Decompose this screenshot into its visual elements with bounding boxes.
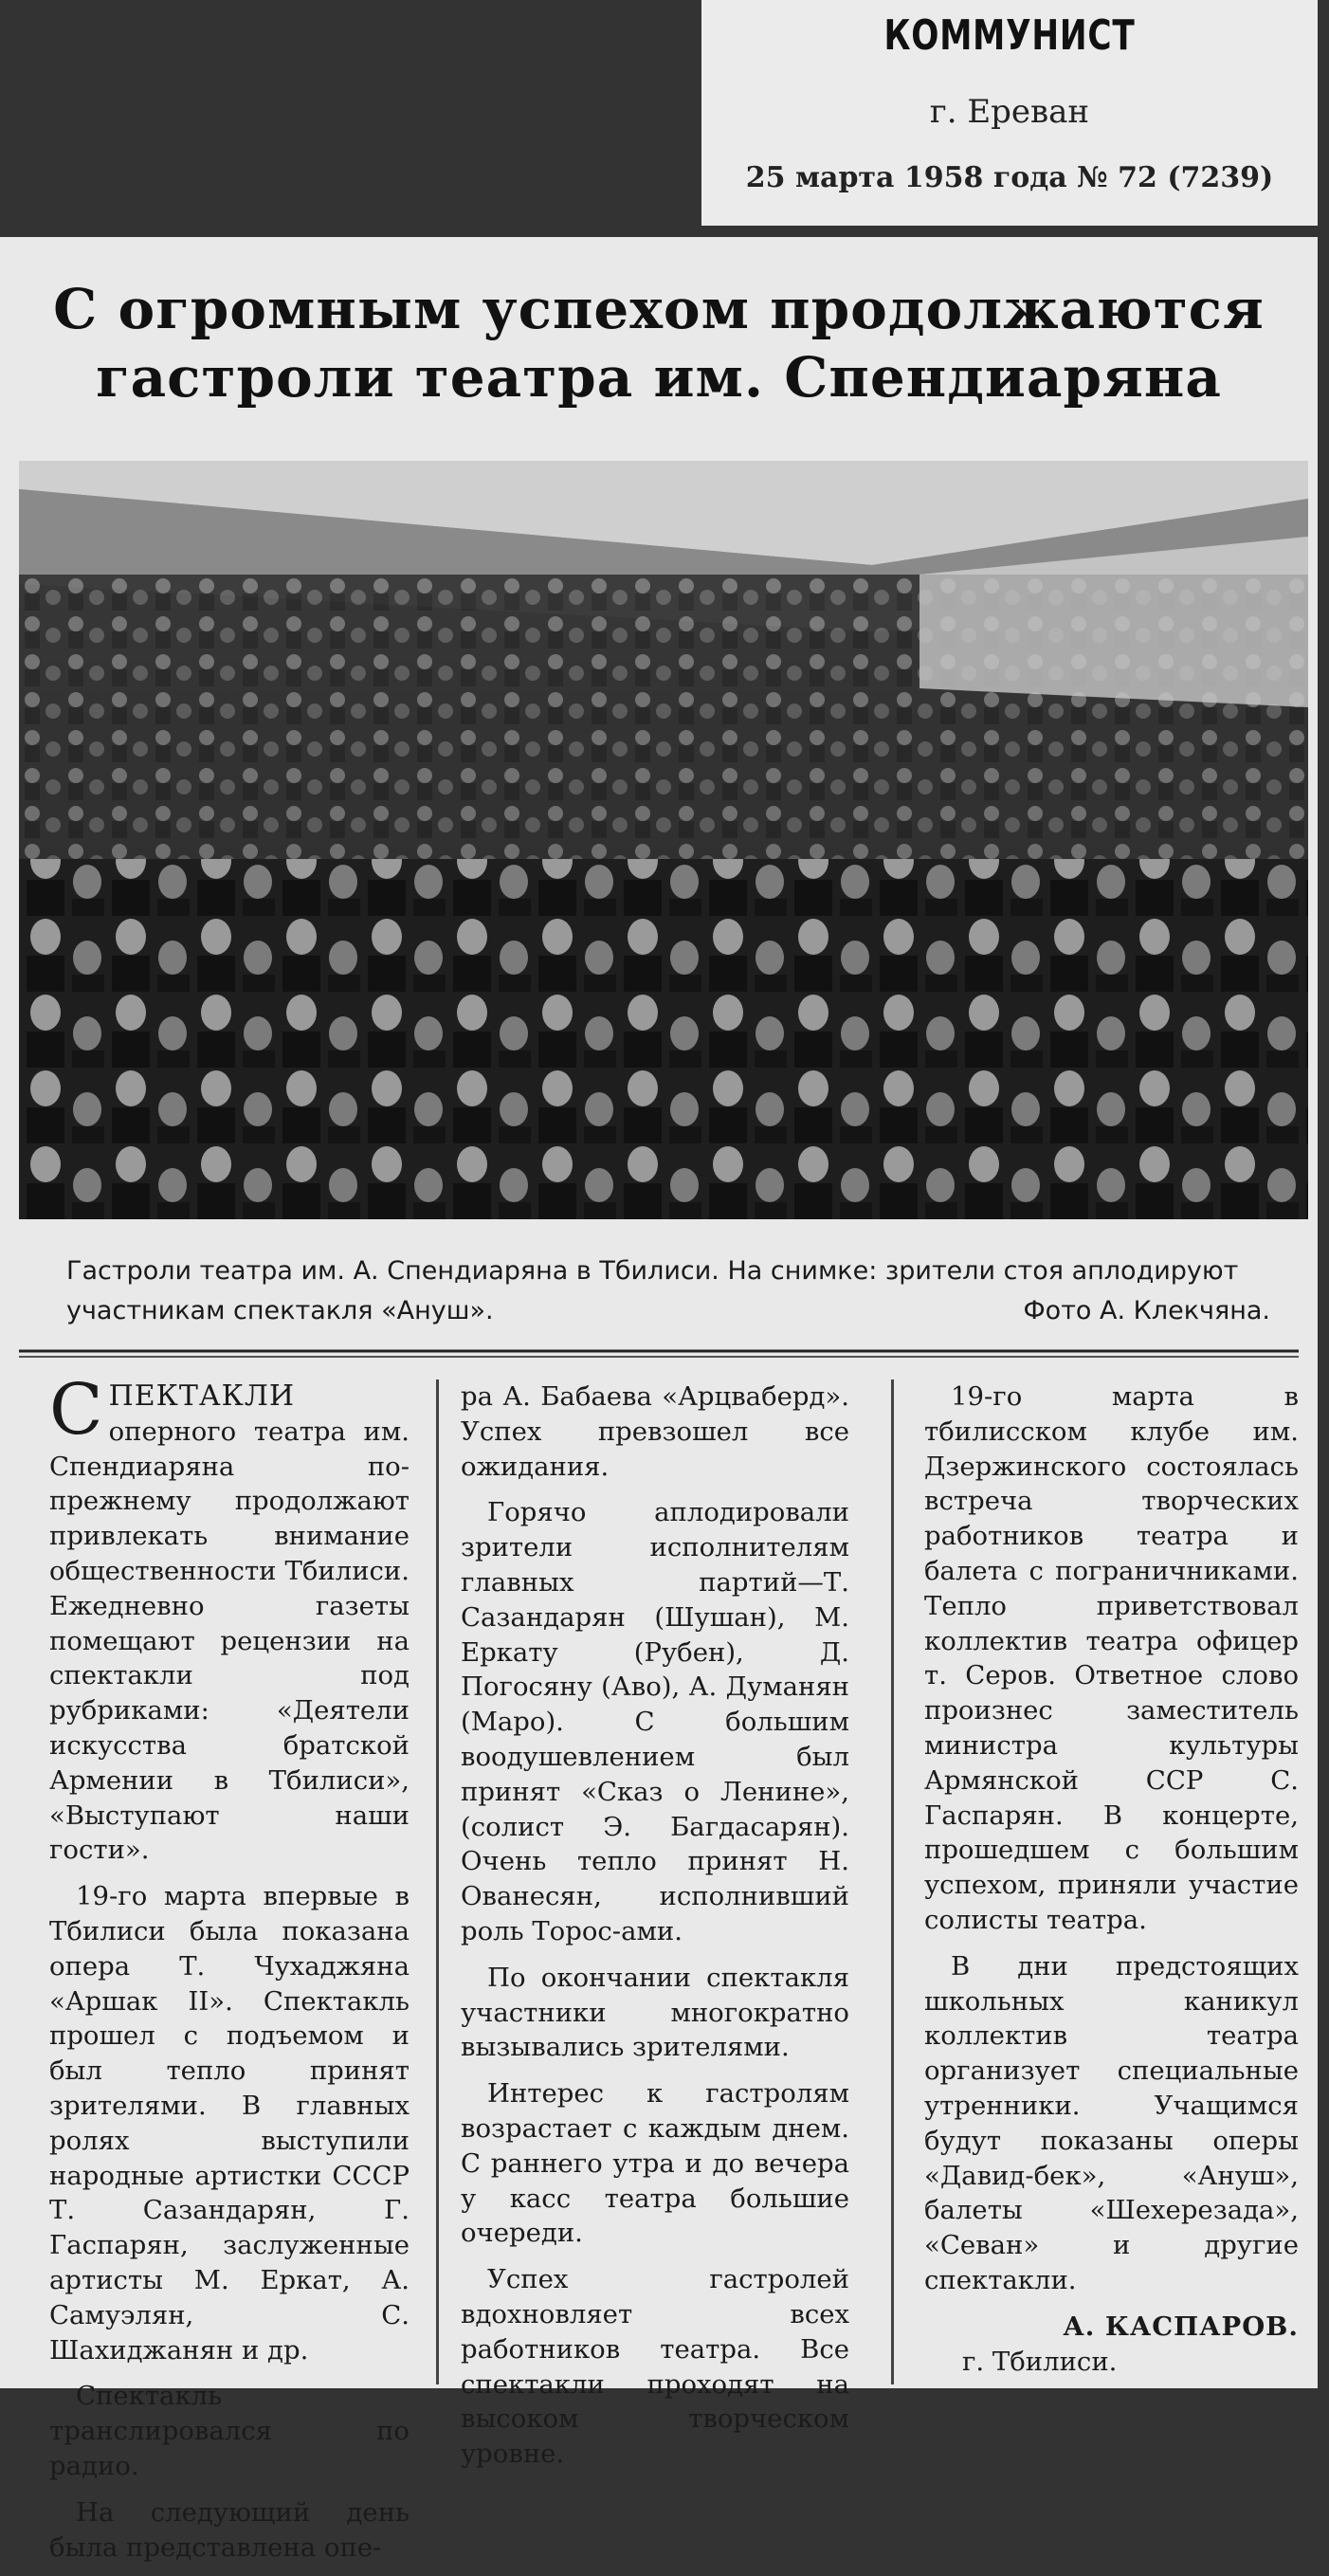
photo-caption: Гастроли театра им. А. Спендиаряна в Тбилиси. На снимке: зрители стоя аплодируют участникам спектакля «Ануш».	[66, 1256, 1239, 1325]
paragraph: В дни предстоящих школьных каникул коллектив театра организует специальные утренники. Учащимся будут показаны оперы «Давид-бек», «Ануш», балеты «Шехерезада», «Севан» и другие спектакли.	[924, 1950, 1299, 2295]
paragraph: На следующий день была представлена опе-	[49, 2496, 410, 2563]
article-column-3	[924, 1379, 1299, 2379]
theatre-audience-image	[19, 461, 1308, 1219]
paragraph: Интерес к гастролям возрастает с каждым днем. С раннего утра и до вечера у касс театра большие очереди.	[461, 2078, 849, 2249]
headline-line-1: С огромным успехом продолжаются	[53, 277, 1265, 341]
decorative-rule	[19, 1348, 1299, 1360]
newspaper-city: г. Ереван	[929, 93, 1090, 131]
article-headline	[19, 275, 1299, 411]
article-column-1	[49, 1369, 410, 2576]
paragraph: Успех гастролей вдохновляет всех работников театра. Все спектакли проходят на высоком творческом уровне.	[461, 2264, 849, 2470]
photo-caption-block	[66, 1251, 1289, 1331]
headline-line-2: гастроли театра им. Спендиаряна	[96, 345, 1222, 410]
lead-caps: ПЕКТАКЛИ	[108, 1379, 296, 1413]
paragraph: Горячо аплодировали зрители исполнителям главных партий—Т. Сазандарян (Шушан), М. Еркату (Рубен), Д. Погосяну (Аво), А. Думанян (Маро). С большим воодушевлением был принят «Сказ о Ленине», (солист Э. Багдасарян). Очень тепло принят Н. Ованесян, исполнивший роль Торос-ами.	[461, 1497, 849, 1946]
paragraph-text: оперного театра им. Спендиаряна по-прежнему продолжают привлекать внимание общественности Тбилиси. Ежедневно газеты помещают рецензии на спектакли под рубриками: «Деятели искусства братской Армении в Тбилиси», «Выступают наши гости».	[49, 1416, 410, 1866]
audience-photo	[19, 461, 1308, 1219]
paragraph: По окончании спектакля участники многократно вызывались зрителями.	[461, 1962, 849, 2063]
article-place: г. Тбилиси.	[962, 2346, 1118, 2377]
column-divider	[436, 1379, 439, 2384]
article-column-2	[461, 1379, 849, 2483]
photo-credit: Фото А. Клекчяна.	[1023, 1296, 1270, 1325]
newspaper-clipping	[0, 237, 1318, 2563]
newspaper-masthead	[701, 0, 1318, 226]
paragraph: ра А. Бабаева «Арцваберд». Успех превзошел все ожидания.	[461, 1381, 849, 1482]
newspaper-name: КОММУНИСТ	[883, 11, 1136, 60]
paragraph: Спектакль транслировался по радио.	[49, 2381, 410, 2481]
article-author: А. КАСПАРОВ.	[1063, 2311, 1299, 2342]
column-divider	[891, 1379, 894, 2384]
drop-cap: С	[49, 1369, 103, 1451]
issue-date: 25 марта 1958 года № 72 (7239)	[745, 161, 1274, 194]
paragraph	[49, 1369, 410, 1868]
paragraph: 19-го марта впервые в Тбилиси была показана опера Т. Чухаджяна «Аршак II». Спектакль прошел с подъемом и был тепло принят зрителями. В главных ролях выступили народные артистки СССР Т. Сазандарян, Г. Гаспарян, заслуженные артисты М. Еркат, А. Самуэлян, С. Шахиджанян и др.	[49, 1881, 410, 2366]
paragraph: 19-го марта в тбилисском клубе им. Дзержинского состоялась встреча творческих работников театра и балета с пограничниками. Тепло приветствовал коллектив театра офицер т. Серов. Ответное слово произнес заместитель министра культуры Армянской ССР С. Гаспарян. В концерте, прошедшем с большим успехом, приняли участие солисты театра.	[924, 1381, 1299, 1935]
